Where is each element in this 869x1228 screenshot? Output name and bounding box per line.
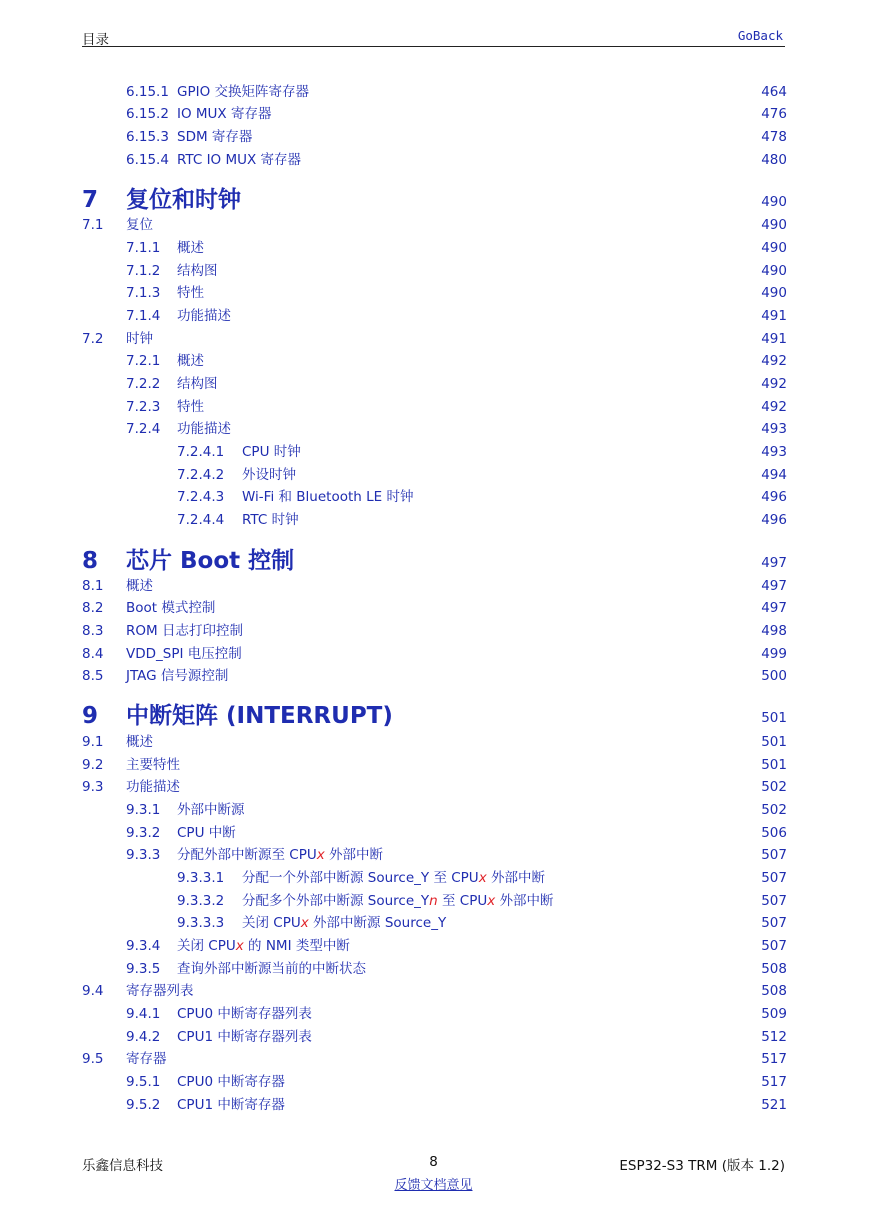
toc-entry-page: 493 bbox=[761, 421, 787, 437]
toc-entry-page: 493 bbox=[761, 444, 787, 460]
toc-entry-page: 501 bbox=[761, 710, 787, 726]
toc-entry-page: 517 bbox=[761, 1051, 787, 1067]
toc-entry[interactable] bbox=[0, 936, 869, 956]
toc-entry-number: 9.3 bbox=[82, 779, 104, 795]
footer-page-number: 8 bbox=[429, 1154, 438, 1170]
toc-entry-title bbox=[242, 868, 545, 888]
toc-entry[interactable] bbox=[0, 238, 869, 258]
toc-entry-page: 491 bbox=[761, 331, 787, 347]
toc-entry-page: 492 bbox=[761, 399, 787, 415]
toc-entry-number: 9.2 bbox=[82, 757, 104, 773]
toc-entry[interactable] bbox=[0, 215, 869, 235]
toc-entry-number: 7.2.2 bbox=[126, 376, 161, 392]
toc-entry-title: IO MUX 寄存器 bbox=[177, 106, 272, 122]
toc-entry-title: CPU 时钟 bbox=[242, 444, 301, 460]
toc-entry-title: CPU1 中断寄存器列表 bbox=[177, 1029, 312, 1045]
toc-entry[interactable] bbox=[0, 510, 869, 530]
toc-entry-title bbox=[177, 936, 350, 956]
toc-entry-title bbox=[242, 913, 446, 933]
toc-entry[interactable] bbox=[0, 576, 869, 596]
toc-entry-number: 7.2.4 bbox=[126, 421, 161, 437]
toc-entry-number: 6.15.4 bbox=[126, 152, 169, 168]
toc-entry-number: 7.2.1 bbox=[126, 353, 161, 369]
toc-entry-title: 概述 bbox=[177, 353, 204, 369]
toc-entry-page: 497 bbox=[761, 600, 787, 616]
toc-entry-title: VDD_SPI 电压控制 bbox=[126, 646, 242, 662]
toc-entry[interactable] bbox=[0, 823, 869, 843]
toc-entry-title: 查询外部中断源当前的中断状态 bbox=[177, 961, 366, 977]
toc-entry[interactable] bbox=[0, 644, 869, 664]
footer-doc-version: ESP32-S3 TRM (版本 1.2) bbox=[619, 1158, 785, 1174]
toc-entry-number: 8.1 bbox=[82, 578, 104, 594]
toc-entry[interactable] bbox=[0, 306, 869, 326]
toc-entry-title-part: 关闭 CPU bbox=[242, 915, 301, 931]
toc-entry-number: 7.2.4.1 bbox=[177, 444, 225, 460]
toc-entry-title-part: x bbox=[300, 915, 309, 931]
toc-entry[interactable] bbox=[0, 777, 869, 797]
toc-entry-number: 8.4 bbox=[82, 646, 104, 662]
toc-entry[interactable] bbox=[0, 104, 869, 124]
toc-entry-title: 外设时钟 bbox=[242, 467, 296, 483]
toc-entry-number: 8 bbox=[82, 548, 99, 574]
toc-entry-page: 501 bbox=[761, 757, 787, 773]
toc-entry-title: 主要特性 bbox=[126, 757, 180, 773]
toc-entry-page: 506 bbox=[761, 825, 787, 841]
toc-entry-title: 结构图 bbox=[177, 263, 218, 279]
toc-entry-number: 9.5 bbox=[82, 1051, 104, 1067]
toc-entry-title bbox=[177, 845, 383, 865]
toc-entry-number: 7.1.4 bbox=[126, 308, 161, 324]
toc-entry-page: 490 bbox=[761, 217, 787, 233]
toc-entry[interactable] bbox=[0, 845, 869, 865]
toc-entry-number: 7.1.2 bbox=[126, 263, 161, 279]
toc-entry-page: 509 bbox=[761, 1006, 787, 1022]
toc-entry[interactable] bbox=[0, 913, 869, 933]
page-footer bbox=[82, 1152, 785, 1192]
toc-entry-page: 501 bbox=[761, 734, 787, 750]
toc-entry[interactable] bbox=[0, 1004, 869, 1024]
header-section-title: 目录 bbox=[82, 32, 109, 48]
toc-entry-title: 寄存器列表 bbox=[126, 983, 194, 999]
toc-entry-page: 502 bbox=[761, 779, 787, 795]
toc-entry[interactable] bbox=[0, 959, 869, 979]
toc-entry-title-part: x bbox=[478, 870, 487, 886]
toc-entry[interactable] bbox=[0, 732, 869, 752]
toc-entry-title: 复位和时钟 bbox=[126, 187, 241, 213]
toc-entry-number: 7.1.3 bbox=[126, 285, 161, 301]
toc-entry-title-part: 外部中断源 Source_Y bbox=[308, 915, 447, 931]
toc-entry-title-part: x bbox=[487, 893, 496, 909]
toc-entry-number: 9.3.4 bbox=[126, 938, 161, 954]
toc-entry[interactable] bbox=[0, 261, 869, 281]
toc-entry-title-part: 外部中断 bbox=[486, 870, 545, 886]
toc-entry-title: 时钟 bbox=[126, 331, 153, 347]
toc-entry-page: 500 bbox=[761, 668, 787, 684]
toc-entry-title: Boot 模式控制 bbox=[126, 600, 216, 616]
toc-entry-title: 功能描述 bbox=[126, 779, 180, 795]
toc-entry[interactable] bbox=[0, 755, 869, 775]
toc-entry[interactable] bbox=[0, 487, 869, 507]
toc-entry[interactable] bbox=[0, 329, 869, 349]
toc-entry-page: 490 bbox=[761, 194, 787, 210]
toc-entry[interactable] bbox=[0, 621, 869, 641]
toc-entry-number: 9.3.3.1 bbox=[177, 870, 225, 886]
toc-entry-number: 9.4 bbox=[82, 983, 104, 999]
toc-entry-title-part: 至 CPU bbox=[437, 893, 488, 909]
toc-entry-title-part: 分配一个外部中断源 Source_Y 至 CPU bbox=[242, 870, 479, 886]
toc-entry-number: 7 bbox=[82, 187, 99, 213]
toc-entry[interactable] bbox=[0, 374, 869, 394]
toc-chapter-entry[interactable] bbox=[0, 548, 869, 574]
toc-entry-title: SDM 寄存器 bbox=[177, 129, 253, 145]
toc-entry-title: 芯片 Boot 控制 bbox=[126, 548, 295, 574]
toc-entry-page: 490 bbox=[761, 240, 787, 256]
toc-entry-number: 9.3.3 bbox=[126, 847, 161, 863]
toc-entry-number: 9.5.1 bbox=[126, 1074, 161, 1090]
toc-entry-number: 6.15.1 bbox=[126, 84, 169, 100]
toc-entry-page: 478 bbox=[761, 129, 787, 145]
toc-entry-number: 6.15.3 bbox=[126, 129, 169, 145]
toc-entry-title: GPIO 交换矩阵寄存器 bbox=[177, 84, 310, 100]
toc-entry-title: CPU0 中断寄存器 bbox=[177, 1074, 285, 1090]
toc-entry-number: 8.2 bbox=[82, 600, 104, 616]
toc-entry-title-part: 外部中断 bbox=[495, 893, 554, 909]
toc-entry-number: 9.3.3.3 bbox=[177, 915, 225, 931]
toc-entry-page: 499 bbox=[761, 646, 787, 662]
feedback-link[interactable]: 反馈文档意见 bbox=[394, 1178, 473, 1193]
toc-entry-page: 497 bbox=[761, 555, 787, 571]
toc-entry-number: 9.3.2 bbox=[126, 825, 161, 841]
toc-entry-title: 概述 bbox=[126, 734, 153, 750]
toc-entry-title: 外部中断源 bbox=[177, 802, 245, 818]
toc-entry[interactable] bbox=[0, 82, 869, 102]
toc-entry-number: 9.3.5 bbox=[126, 961, 161, 977]
toc-entry-number: 9.3.3.2 bbox=[177, 893, 225, 909]
toc-entry[interactable] bbox=[0, 351, 869, 371]
toc-entry-title: Wi-Fi 和 Bluetooth LE 时钟 bbox=[242, 489, 414, 505]
toc-entry-title-part: 分配多个外部中断源 Source_Y bbox=[242, 893, 430, 909]
toc-entry-page: 480 bbox=[761, 152, 787, 168]
toc-entry[interactable] bbox=[0, 1072, 869, 1092]
toc-entry[interactable] bbox=[0, 442, 869, 462]
toc-entry-title: 功能描述 bbox=[177, 421, 231, 437]
toc-entry-title: CPU0 中断寄存器列表 bbox=[177, 1006, 312, 1022]
toc-entry-title: 寄存器 bbox=[126, 1051, 167, 1067]
toc-entry-title: ROM 日志打印控制 bbox=[126, 623, 243, 639]
toc-entry[interactable] bbox=[0, 868, 869, 888]
toc-entry-page: 521 bbox=[761, 1097, 787, 1113]
toc-entry-title-part: x bbox=[235, 938, 244, 954]
toc-entry-title-part: n bbox=[429, 893, 438, 909]
toc-entry[interactable] bbox=[0, 397, 869, 417]
toc-entry-number: 7.2.4.2 bbox=[177, 467, 225, 483]
toc-entry[interactable] bbox=[0, 465, 869, 485]
toc-entry-title: 特性 bbox=[177, 285, 204, 301]
footer-company: 乐鑫信息科技 bbox=[82, 1158, 163, 1174]
toc-entry-page: 492 bbox=[761, 376, 787, 392]
toc-entry-number: 7.2.4.4 bbox=[177, 512, 225, 528]
toc-entry[interactable] bbox=[0, 1027, 869, 1047]
toc-entry[interactable] bbox=[0, 283, 869, 303]
toc-entry[interactable] bbox=[0, 598, 869, 618]
toc-entry-number: 8.3 bbox=[82, 623, 104, 639]
toc-entry-title-part: x bbox=[316, 847, 325, 863]
toc-entry-title: 概述 bbox=[177, 240, 204, 256]
toc-entry-page: 507 bbox=[761, 870, 787, 886]
toc-entry-title: RTC 时钟 bbox=[242, 512, 299, 528]
toc-entry-page: 508 bbox=[761, 961, 787, 977]
toc-entry-page: 490 bbox=[761, 263, 787, 279]
toc-entry-page: 507 bbox=[761, 938, 787, 954]
toc-entry-title: 中断矩阵 (INTERRUPT) bbox=[126, 703, 393, 729]
toc-entry-number: 7.1 bbox=[82, 217, 104, 233]
toc-entry-title: 功能描述 bbox=[177, 308, 231, 324]
toc-entry[interactable] bbox=[0, 127, 869, 147]
goback-link[interactable]: GoBack bbox=[737, 28, 783, 43]
toc-entry-page: 494 bbox=[761, 467, 787, 483]
page-header bbox=[82, 26, 785, 47]
toc-entry-page: 476 bbox=[761, 106, 787, 122]
toc-entry-page: 512 bbox=[761, 1029, 787, 1045]
toc-entry-number: 7.2.4.3 bbox=[177, 489, 225, 505]
toc-chapter-entry[interactable] bbox=[0, 703, 869, 729]
toc-entry-page: 498 bbox=[761, 623, 787, 639]
toc-entry[interactable] bbox=[0, 1095, 869, 1115]
toc-entry-page: 492 bbox=[761, 353, 787, 369]
toc-entry-page: 508 bbox=[761, 983, 787, 999]
toc-entry-number: 9.4.1 bbox=[126, 1006, 161, 1022]
toc-entry-title-part: 关闭 CPU bbox=[177, 938, 236, 954]
toc-entry-page: 491 bbox=[761, 308, 787, 324]
toc-entry-title: 结构图 bbox=[177, 376, 218, 392]
toc-entry[interactable] bbox=[0, 800, 869, 820]
toc-entry-page: 502 bbox=[761, 802, 787, 818]
toc-chapter-entry[interactable] bbox=[0, 187, 869, 213]
toc-entry-number: 9 bbox=[82, 703, 99, 729]
toc-entry-number: 8.5 bbox=[82, 668, 104, 684]
toc-entry-number: 9.5.2 bbox=[126, 1097, 161, 1113]
toc-entry-page: 507 bbox=[761, 893, 787, 909]
toc-entry[interactable] bbox=[0, 666, 869, 686]
toc-entry-page: 507 bbox=[761, 915, 787, 931]
toc-entry-page: 464 bbox=[761, 84, 787, 100]
toc-entry[interactable] bbox=[0, 1049, 869, 1069]
toc-entry-number: 9.3.1 bbox=[126, 802, 161, 818]
toc-entry-title: 特性 bbox=[177, 399, 204, 415]
toc-entry-number: 6.15.2 bbox=[126, 106, 169, 122]
toc-entry[interactable] bbox=[0, 981, 869, 1001]
toc-entry-title bbox=[242, 891, 554, 911]
toc-entry[interactable] bbox=[0, 419, 869, 439]
toc-entry-number: 9.4.2 bbox=[126, 1029, 161, 1045]
toc-entry-title: RTC IO MUX 寄存器 bbox=[177, 152, 302, 168]
toc-entry-page: 490 bbox=[761, 285, 787, 301]
toc-entry-page: 517 bbox=[761, 1074, 787, 1090]
toc-entry-title: 复位 bbox=[126, 217, 153, 233]
toc-entry-page: 507 bbox=[761, 847, 787, 863]
toc-entry-number: 7.2.3 bbox=[126, 399, 161, 415]
toc-entry-title-part: 的 NMI 类型中断 bbox=[243, 938, 350, 954]
toc-entry-title-part: 分配外部中断源至 CPU bbox=[177, 847, 317, 863]
toc-entry-title: CPU 中断 bbox=[177, 825, 236, 841]
toc-entry-number: 7.1.1 bbox=[126, 240, 161, 256]
toc-entry-title-part: 外部中断 bbox=[324, 847, 384, 863]
toc-entry-page: 496 bbox=[761, 512, 787, 528]
toc-entry-number: 7.2 bbox=[82, 331, 104, 347]
toc-entry-number: 9.1 bbox=[82, 734, 104, 750]
toc-entry[interactable] bbox=[0, 891, 869, 911]
toc-entry-title: JTAG 信号源控制 bbox=[126, 668, 229, 684]
toc-entry-title: CPU1 中断寄存器 bbox=[177, 1097, 285, 1113]
toc-entry[interactable] bbox=[0, 150, 869, 170]
toc-entry-title: 概述 bbox=[126, 578, 153, 594]
toc-entry-page: 497 bbox=[761, 578, 787, 594]
toc-entry-page: 496 bbox=[761, 489, 787, 505]
